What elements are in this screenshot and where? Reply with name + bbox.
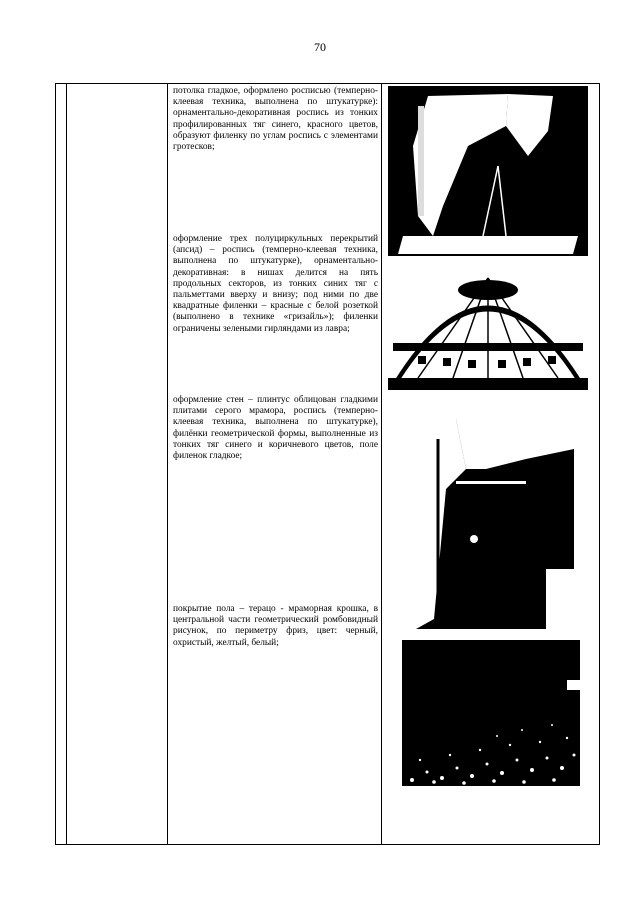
column-divider	[66, 84, 67, 844]
column-divider	[167, 84, 168, 844]
page-number: 70	[314, 40, 326, 54]
apse-vault-photo	[388, 268, 588, 390]
floor-description: покрытие пола – терацо - мраморная крошка, в центральной части геометрический ромбовидный рисунок, по периметру фриз, цвет: черный, охристый, желтый, белый;	[173, 604, 378, 648]
wall-description: оформление стен – плинтус облицован гладкими плитами серого мрамора, роспись (темперно-клеевая техника, выполнена по штукатурке), филёнки геометрической формы, выполненные из тонких тяг синего и коричневого цветов, поле филенок гладкое;	[173, 395, 378, 462]
description-table	[55, 83, 600, 845]
floor-photo	[402, 640, 580, 786]
ceiling-photo	[388, 86, 588, 256]
apse-description: оформление трех полуциркульных перекрытий (апсид) – роспись (темперно-клеевая техника, выполнена по штукатурке), орнаментально-декоративная: в нишах делится на пять продольных секторов, из тонких синих тяг с пальметтами вверху и внизу; под ними по две квадратные филенки – красные с белой розеткой (выполнено в технике «гризайль»); филенки ограничены зелеными гирляндами из лавра;	[173, 234, 378, 334]
column-divider	[381, 84, 382, 844]
wall-photo	[416, 419, 574, 629]
ceiling-description: потолка гладкое, оформлено росписью (темперно-клеевая техника, выполнена по штукатурке): орнаментально-декоративная роспись из тонких профилированных тяг синего, красного цветов, образуют филенку по углам роспись с элементами гротесков;	[173, 86, 378, 153]
